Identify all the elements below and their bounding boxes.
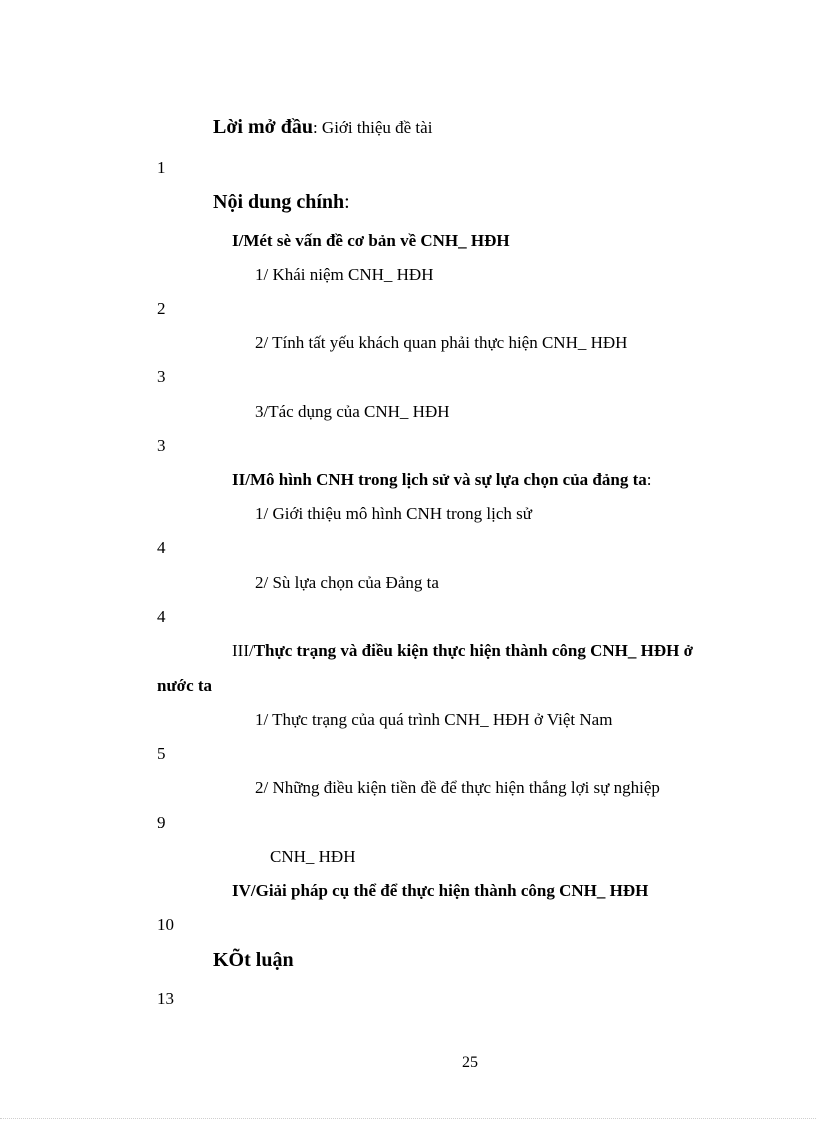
section1-item2-page: 3 [157,367,166,386]
section3-title-prefix: III/ [232,641,254,660]
section3-item1-label: 1/ Thực trạng của quá trình CNH_ HĐH ở Việt Nam [255,710,613,729]
section1-item1-page: 2 [157,299,166,318]
section1-item2-label: 2/ Tính tất yếu khách quan phải thực hiện CNH_ HĐH [255,333,628,352]
intro-heading [213,117,432,137]
section2-item1-page: 4 [157,538,166,557]
conclusion-heading-bold: KÕt luận [213,949,294,971]
section3-title-text: Thực trạng và điều kiện thực hiện thành công CNH_ HĐH ở [253,641,694,660]
section2-title [232,471,651,488]
main-content-heading-colon: : [344,191,350,213]
section3-title-line2: nước ta [157,676,213,695]
section4-page: 10 [157,915,174,934]
section3-title-line1 [232,642,693,659]
section3-item2-continuation: CNH_ HĐH [270,847,356,866]
section3-item1-page: 5 [157,744,166,763]
section2-title-text: II/Mô hình CNH trong lịch sử và sự lựa chọn của đảng ta [232,470,647,489]
intro-page-number: 1 [157,158,166,177]
conclusion-heading [213,950,294,970]
section2-item1-label: 1/ Giới thiệu mô hình CNH trong lịch sử [255,504,532,523]
conclusion-page: 13 [157,989,174,1008]
page-bottom-divider [0,1118,816,1119]
intro-heading-bold: Lời mở đầu [213,116,313,138]
section3-item2-page: 9 [157,813,166,832]
section2-item2-label: 2/ Sù lựa chọn của Đảng ta [255,573,439,592]
section1-item1-label: 1/ Khái niệm CNH_ HĐH [255,265,434,284]
section4-title: IV/Giải pháp cụ thể để thực hiện thành công CNH_ HĐH [232,881,649,900]
page-number: 25 [462,1054,478,1071]
section1-item3-page: 3 [157,436,166,455]
section1-item3-label: 3/Tác dụng của CNH_ HĐH [255,402,450,421]
intro-heading-rest: : Giới thiệu đề tài [312,118,433,137]
section2-title-colon: : [646,470,652,489]
section3-item2-label: 2/ Những điều kiện tiền đề để thực hiện thắng lợi sự nghiệp [255,778,660,797]
section2-item2-page: 4 [157,607,166,626]
section1-title: I/Mét sè vấn đề cơ bản về CNH_ HĐH [232,231,510,250]
main-content-heading-bold: Nội dung chính [213,191,345,213]
main-content-heading [213,192,350,212]
